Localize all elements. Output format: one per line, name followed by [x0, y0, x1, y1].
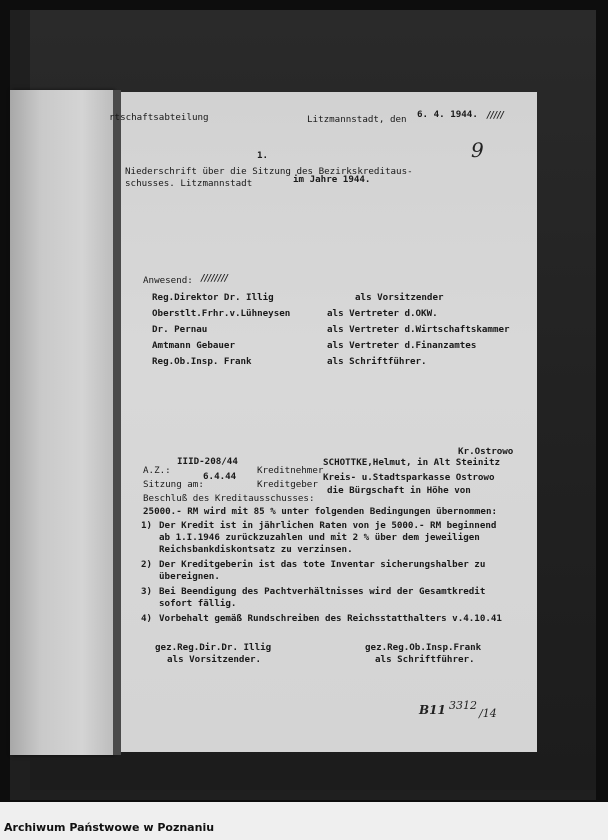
- signature-right-name: gez.Reg.Ob.Insp.Frank: [365, 642, 482, 653]
- condition-3-line-1: Bei Beendigung des Pachtverhältnisses wird der Gesamtkredit: [159, 586, 486, 597]
- minutes-number: 1.: [257, 150, 269, 161]
- condition-4-number: 4): [141, 613, 153, 624]
- attendee-role-3: als Vertreter d.Wirtschaftskammer: [327, 324, 510, 335]
- left-page-strip: [10, 90, 113, 755]
- signature-left-role: als Vorsitzender.: [167, 654, 262, 665]
- attendee-role-1: als Vorsitzender: [355, 292, 444, 303]
- condition-2-number: 2): [141, 559, 153, 570]
- attendee-name-4: Amtmann Gebauer: [152, 340, 235, 351]
- attendee-name-5: Reg.Ob.Insp. Frank: [152, 356, 252, 367]
- archive-institution-name: Archiwum Państwowe w Poznaniu: [4, 821, 215, 834]
- condition-4-line-1: Vorbehalt gemäß Rundschreiben des Reichsstatthalters v.4.10.41: [159, 613, 502, 624]
- beschluss-label: Beschluß des Kreditausschusses:: [143, 493, 315, 504]
- attendee-name-1: Reg.Direktor Dr. Illig: [152, 292, 274, 303]
- department-header: rtschaftsabteilung: [109, 112, 209, 123]
- kreditgeber-value: Kreis- u.Stadtsparkasse Ostrowo: [323, 472, 495, 483]
- attendee-role-4: als Vertreter d.Finanzamtes: [327, 340, 477, 351]
- attendance-strike: ////////: [201, 273, 228, 284]
- condition-3-number: 3): [141, 586, 153, 597]
- signature-right-role: als Schriftführer.: [375, 654, 475, 665]
- condition-3-line-2: sofort fällig.: [159, 598, 237, 609]
- kreditgeber-label: Kreditgeber: [257, 479, 318, 490]
- attendee-role-5: als Schriftführer.: [327, 356, 427, 367]
- attendee-name-3: Dr. Pernau: [152, 324, 208, 335]
- signature-left-name: gez.Reg.Dir.Dr. Illig: [155, 642, 272, 653]
- beschluss-value: die Bürgschaft in Höhe von: [327, 485, 471, 496]
- document-page: [109, 92, 537, 752]
- attendee-role-2: als Vertreter d.OKW.: [327, 308, 438, 319]
- condition-1-number: 1): [141, 520, 153, 531]
- archive-signature-suffix: /14: [479, 707, 497, 720]
- session-date: 6.4.44: [203, 471, 237, 482]
- attendee-name-2: Oberstlt.Frhr.v.Lühneysen: [152, 308, 291, 319]
- condition-1-line-2: ab 1.I.1946 zurückzuzahlen und mit 2 % über dem jeweiligen: [159, 532, 480, 543]
- archive-signature-prefix: B11: [419, 703, 446, 717]
- date-handwritten-mark: /////: [487, 110, 504, 121]
- handwritten-page-number: 9: [471, 138, 484, 162]
- title-inserted-year: im Jahre 1944.: [293, 174, 371, 185]
- sitzung-label: Sitzung am:: [143, 479, 204, 490]
- kreditnehmer-value: SCHOTTKE,Helmut, in Alt Steinitz: [323, 457, 501, 468]
- kreditnehmer-label: Kreditnehmer: [257, 465, 324, 476]
- az-label: A.Z.:: [143, 465, 171, 476]
- condition-1-line-3: Reichsbankdiskontsatz zu verzinsen.: [159, 544, 353, 555]
- document-date: 6. 4. 1944.: [417, 109, 478, 120]
- condition-2-line-2: übereignen.: [159, 571, 220, 582]
- title-line-1: Niederschrift über die Sitzung des Bezirkskreditaus-: [125, 166, 413, 177]
- condition-1-line-1: Der Kredit ist in jährlichen Raten von je 5000.- RM beginnend: [159, 520, 497, 531]
- attendance-label: Anwesend:: [143, 275, 193, 286]
- place-date-label: Litzmannstadt, den: [307, 114, 407, 125]
- condition-2-line-1: Der Kreditgeberin ist das tote Inventar sicherungshalber zu: [159, 559, 486, 570]
- page-gutter: [113, 90, 121, 755]
- case-number: IIID-208/44: [177, 456, 238, 467]
- archive-footer-bar: [0, 802, 608, 840]
- amount-line: 25000.- RM wird mit 85 % unter folgenden Bedingungen übernommen:: [143, 506, 498, 517]
- kreditnehmer-place: Kr.Ostrowo: [458, 446, 514, 457]
- title-line-2: schusses. Litzmannstadt: [125, 178, 253, 189]
- archive-signature-number: 3312: [449, 699, 477, 712]
